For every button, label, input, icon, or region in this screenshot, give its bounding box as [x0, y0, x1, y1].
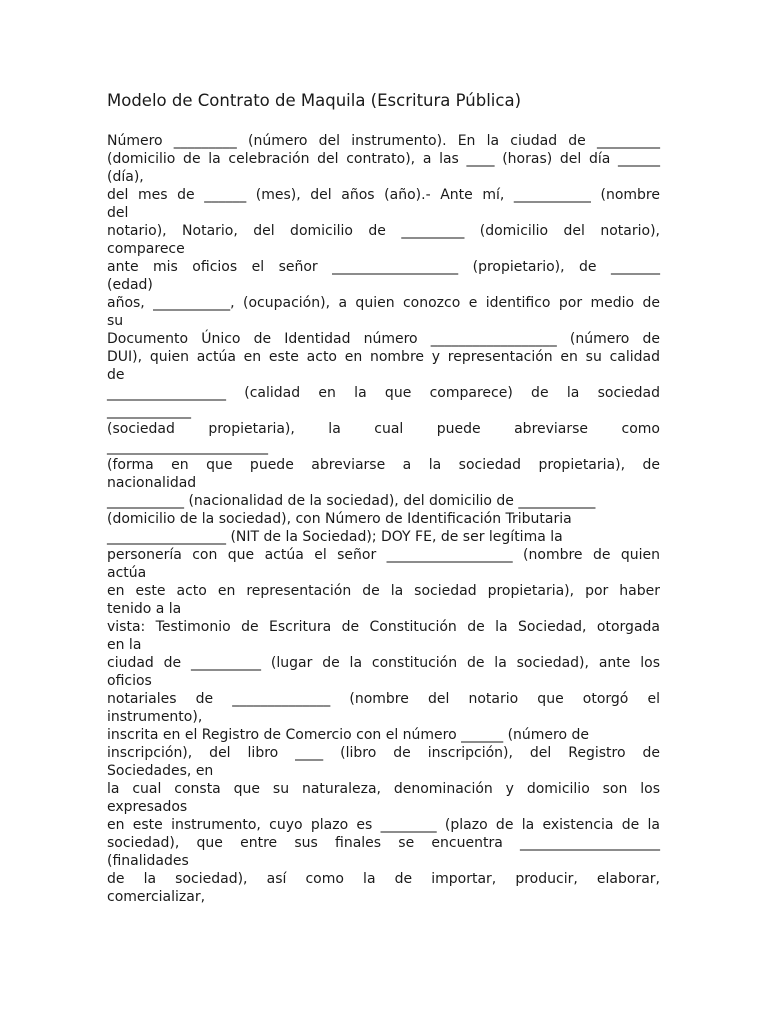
document-line: ante mis oficios el señor __________________ (propietario), de _______ [107, 259, 660, 275]
document-line: (sociedad propietaria), la cual puede abreviarse como [107, 421, 660, 437]
document-line: tenido a la [107, 601, 182, 617]
document-line: ____________ [107, 403, 191, 419]
document-line: años, ___________, (ocupación), a quien conozco e identifico por medio de [107, 295, 660, 311]
document-line: inscripción), del libro ____ (libro de inscripción), del Registro de [107, 745, 660, 761]
document-line: sociedad), que entre sus finales se encuentra ____________________ [107, 835, 660, 851]
document-line: _________________ (NIT de la Sociedad); DOY FE, de ser legítima la [107, 529, 563, 545]
document-title: Modelo de Contrato de Maquila (Escritura Pública) [107, 91, 522, 110]
document-line: (edad) [107, 277, 153, 293]
document-line: expresados [107, 799, 188, 815]
document-page [107, 90, 660, 906]
document-line: del mes de ______ (mes), del años (año).- Ante mí, ___________ (nombre [107, 187, 660, 203]
document-line: en este acto en representación de la sociedad propietaria), por haber [107, 583, 660, 599]
document-line: (domicilio de la sociedad), con Número de Identificación Tributaria [107, 511, 572, 527]
document-line: la cual consta que su naturaleza, denominación y domicilio son los [107, 781, 660, 797]
document-line: (día), [107, 169, 144, 185]
document-line: inscrita en el Registro de Comercio con el número ______ (número de [107, 727, 590, 743]
document-line: _________________ (calidad en la que comparece) de la sociedad [107, 385, 660, 401]
document-line: su [107, 313, 124, 329]
document-line: (domicilio de la celebración del contrato), a las ____ (horas) del día ______ [107, 151, 660, 167]
document-line: oficios [107, 673, 152, 689]
document-line: en la [107, 637, 142, 653]
document-line: ciudad de __________ (lugar de la constitución de la sociedad), ante los [107, 655, 660, 671]
document-body [107, 132, 660, 906]
document-line: DUI), quien actúa en este acto en nombre y representación en su calidad [107, 349, 660, 365]
document-line: notariales de ______________ (nombre del notario que otorgó el [107, 691, 660, 707]
document-line: de [107, 367, 125, 383]
document-line: ___________ (nacionalidad de la sociedad), del domicilio de ___________ [107, 493, 596, 509]
document-line: personería con que actúa el señor __________________ (nombre de quien [107, 547, 660, 563]
document-line: del [107, 205, 129, 221]
document-line: notario), Notario, del domicilio de _________ (domicilio del notario), [107, 223, 660, 239]
document-line: de la sociedad), así como la de importar, producir, elaborar, [107, 871, 660, 887]
document-line: (forma en que puede abreviarse a la sociedad propietaria), de [107, 457, 660, 473]
document-line: comparece [107, 241, 185, 257]
document-line: Sociedades, en [107, 763, 214, 779]
document-line: instrumento), [107, 709, 203, 725]
document-line: _______________________ [107, 439, 268, 455]
document-line: (finalidades [107, 853, 189, 869]
document-line: en este instrumento, cuyo plazo es ________ (plazo de la existencia de la [107, 817, 660, 833]
document-line: actúa [107, 565, 147, 581]
document-line: comercializar, [107, 889, 206, 905]
document-line: vista: Testimonio de Escritura de Constitución de la Sociedad, otorgada [107, 619, 660, 635]
document-line: Documento Único de Identidad número __________________ (número de [107, 331, 660, 347]
document-line: Número _________ (número del instrumento). En la ciudad de _________ [107, 133, 660, 149]
document-line: nacionalidad [107, 475, 197, 491]
